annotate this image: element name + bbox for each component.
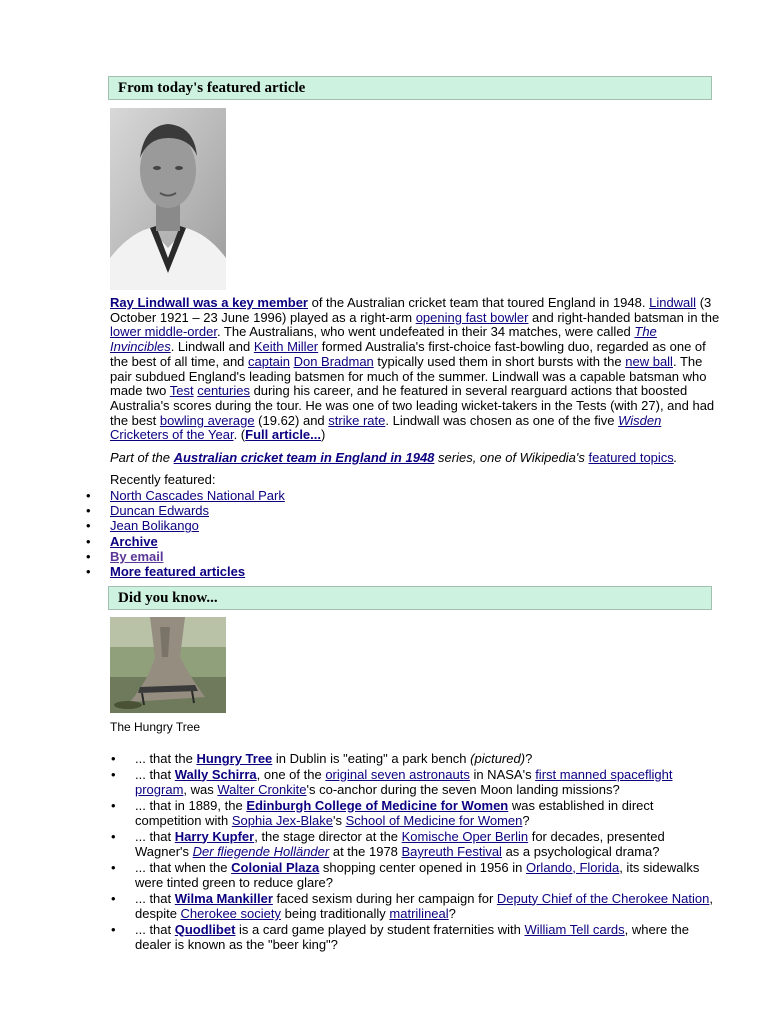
link-opening-fast-bowler[interactable]: opening fast bowler xyxy=(415,309,529,325)
did-you-know-header xyxy=(108,586,712,610)
link-series[interactable]: Australian cricket team in England in 1948 xyxy=(173,450,435,465)
link-edinburgh-college[interactable]: Edinburgh College of Medicine for Women xyxy=(246,797,509,813)
link-cherokee-society[interactable]: Cherokee society xyxy=(180,906,281,921)
bold-link-ray-lindwall[interactable]: Ray Lindwall was a key member xyxy=(110,295,308,310)
link-deputy-chief[interactable]: Deputy Chief of the Cherokee Nation xyxy=(496,890,710,906)
tree-image xyxy=(110,617,226,713)
link-test[interactable]: Test xyxy=(169,383,194,399)
by-email-link[interactable]: By email xyxy=(110,548,164,564)
link-strike-rate[interactable]: strike rate xyxy=(328,412,386,428)
link-new-ball[interactable]: new ball xyxy=(625,353,673,369)
link-keith-miller[interactable]: Keith Miller xyxy=(253,339,319,355)
recent-list xyxy=(86,488,285,580)
link-bowling-average[interactable]: bowling average xyxy=(159,412,255,428)
list-item: • ... that Wilma Mankiller faced sexism during her campaign for Deputy Chief of the Cherokee Nation, despite Cherokee society being traditionally matrilineal? xyxy=(111,890,713,921)
dyk-list xyxy=(111,751,715,953)
featured-article-photo[interactable] xyxy=(110,108,226,290)
link-bayreuth-festival[interactable]: Bayreuth Festival xyxy=(401,844,502,859)
link-school-of-medicine[interactable]: School of Medicine for Women xyxy=(345,813,523,828)
more-featured-articles-link[interactable]: More featured articles xyxy=(110,564,246,580)
list-item: • ... that Quodlibet is a card game played by student fraternities with William Tell cards, where the dealer is known as the "beer king"? xyxy=(111,921,689,952)
link-the-invincibles[interactable]: The Invincibles xyxy=(110,324,657,355)
link-william-tell-cards[interactable]: William Tell cards xyxy=(524,921,625,937)
hungry-tree-photo[interactable] xyxy=(110,617,226,713)
list-item: • North Cascades National Park xyxy=(86,488,285,503)
link-colonial-plaza[interactable]: Colonial Plaza xyxy=(231,859,320,875)
did-you-know-title: Did you know... xyxy=(118,590,218,606)
link-matrilineal[interactable]: matrilineal xyxy=(389,906,449,921)
link-centuries[interactable]: centuries xyxy=(197,383,250,399)
list-item: • ... that when the Colonial Plaza shopping center opened in 1956 in Orlando, Florida, its sidewalks were tinted green to reduce glare? xyxy=(111,859,700,890)
link-wally-schirra[interactable]: Wally Schirra xyxy=(174,766,257,782)
full-article-link[interactable]: Full article... xyxy=(245,427,321,443)
link-original-seven[interactable]: original seven astronauts xyxy=(325,766,470,782)
link-quodlibet[interactable]: Quodlibet xyxy=(174,921,236,937)
link-wisden[interactable]: Wisden Cricketers of the Year xyxy=(110,412,662,443)
list-item: • ... that Wally Schirra, one of the original seven astronauts in NASA's first manned spaceflight program, was Walter Cronkite's co-anchor during the seven Moon landing missions? xyxy=(111,766,673,797)
link-lindwall[interactable]: Lindwall xyxy=(649,295,697,310)
featured-article-summary: Ray Lindwall was a key member of the Australian cricket team that toured England in 1948. Lindwall (3 October 1921 – 23 June 1996) played as a right-arm opening fast bowler and right-handed batsman in the lower middle-order. The Australians, who went undefeated in their 34 matches, were called The Invincibles. Lindwall and Keith Miller formed Australia's first-choice fast-bowling duo, regarded as one of the best of all time, and captain Don Bradman typically used them in short bursts with the new ball. The pair subdued England's leading batsmen for much of the summer. Lindwall was a capable batsman who made two Test centuries during his career, and he featured in several rearguard actions that boosted Australia's scores during the tour. He was one of two leading wicket-takers in the Tests (with 27), and had the best bowling average (19.62) and strike rate. Lindwall was chosen as one of the five Wisden Cricketers of the Year. (Full article...) xyxy=(110,295,720,443)
hungry-tree-caption: The Hungry Tree xyxy=(110,720,201,734)
list-item: • ... that Harry Kupfer, the stage director at the Komische Oper Berlin for decades, presented Wagner's Der fliegende Holländer at the 1978 Bayreuth Festival as a psychological drama? xyxy=(111,828,665,859)
link-walter-cronkite[interactable]: Walter Cronkite xyxy=(217,782,307,797)
series-note: Part of the Australian cricket team in England in 1948 series, one of Wikipedia's featured topics. xyxy=(110,450,678,465)
link-captain[interactable]: captain xyxy=(248,353,290,369)
link-komische-oper[interactable]: Komische Oper Berlin xyxy=(401,828,529,844)
recent-link-north-cascades[interactable]: North Cascades National Park xyxy=(110,488,285,503)
recent-link-jean-bolikango[interactable]: Jean Bolikango xyxy=(110,518,199,534)
portrait-image xyxy=(110,108,226,290)
link-hungry-tree[interactable]: Hungry Tree xyxy=(196,751,273,766)
link-first-manned-spaceflight[interactable]: first manned spaceflight program xyxy=(135,766,673,797)
list-item: • ... that in 1889, the Edinburgh College of Medicine for Women was established in direct competition with Sophia Jex-Blake's School of Medicine for Women? xyxy=(111,797,654,828)
list-item: • More featured articles xyxy=(86,564,246,580)
list-item: • Jean Bolikango xyxy=(86,518,199,534)
link-der-fliegende-hollander[interactable]: Der fliegende Holländer xyxy=(192,844,330,859)
list-item: • Archive xyxy=(86,533,158,549)
link-lower-middle-order[interactable]: lower middle-order xyxy=(110,324,217,340)
link-wilma-mankiller[interactable]: Wilma Mankiller xyxy=(174,890,273,906)
list-item: • Duncan Edwards xyxy=(86,503,209,519)
link-featured-topics[interactable]: featured topics xyxy=(588,450,674,465)
list-item: • By email xyxy=(86,548,164,564)
recent-link-duncan-edwards[interactable]: Duncan Edwards xyxy=(110,503,209,519)
link-orlando-florida[interactable]: Orlando, Florida xyxy=(525,859,620,875)
link-don-bradman[interactable]: Don Bradman xyxy=(293,353,374,369)
featured-article-title: From today's featured article xyxy=(118,80,306,96)
link-harry-kupfer[interactable]: Harry Kupfer xyxy=(174,828,255,844)
link-sophia-jex-blake[interactable]: Sophia Jex-Blake xyxy=(231,813,333,828)
list-item: • ... that the Hungry Tree in Dublin is "eating" a park bench (pictured)? xyxy=(111,751,533,766)
archive-link[interactable]: Archive xyxy=(110,533,158,549)
recently-featured-label: Recently featured: xyxy=(110,472,216,487)
featured-article-header xyxy=(108,76,712,100)
